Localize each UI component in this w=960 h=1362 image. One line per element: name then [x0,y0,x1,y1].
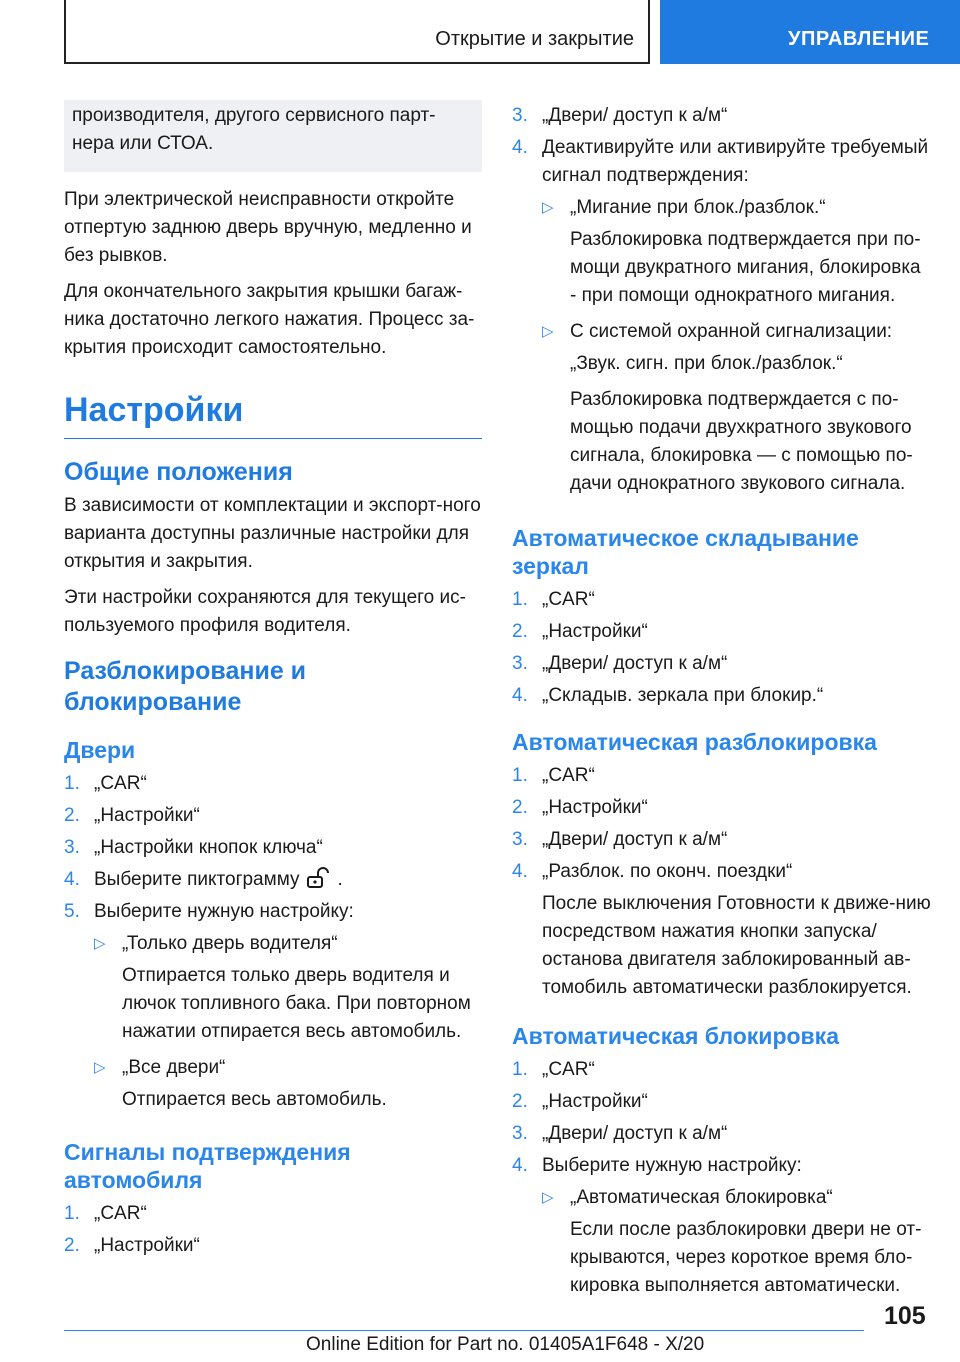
option-alarm-quote: „Звук. сигн. при блок./разблок.“ [570,353,843,374]
list-item: 2. „Настройки“ [64,1235,200,1256]
list-item: 1. „CAR“ [64,773,147,794]
header-chapter-tab [660,0,960,64]
paragraph-general-2: Эти настройки сохраняются для текущего ис-пользуемого профиля водителя. [64,587,466,636]
list-item: 1. „CAR“ [512,1059,595,1080]
edition-text: Online Edition for Part no. 01405A1F648 - X/20 [306,1334,705,1355]
list-item: 4. „Складыв. зеркала при блокир.“ [512,685,824,706]
signals-steps-list [64,1200,482,1260]
mirror-steps-list [512,586,932,710]
unlock-steps-list [512,762,932,886]
option-driver-door-desc: Отпирается только дверь водителя и лючок топливного бака. При повторном нажатии отпирается весь автомобиль. [122,965,471,1042]
list-item: 3. „Двери/ доступ к а/м“ [512,105,728,126]
left-column [64,102,482,1264]
list-item: 2. „Настройки“ [512,1091,648,1112]
list-item: 4. Деактивируйте или активируйте требуемый сигнал подтверждения: [512,137,929,186]
list-item: 1. „CAR“ [512,765,595,786]
heading-confirmation-signals: Сигналы подтверждения автомобиля [64,1139,351,1193]
list-item: 3. „Двери/ доступ к а/м“ [512,1123,728,1144]
triangle-bullet-icon: ▷ [94,1059,106,1076]
heading-mirror-folding: Автоматическое складывание зеркал [512,525,859,579]
option-alarm: ▷ С системой охранной сигнализации: [512,318,932,346]
paragraph-general-1: В зависимости от комплектации и экспорт-ного варианта доступны различные настройки для открытия и закрытия. [64,495,481,572]
header-section-tab [64,0,650,64]
heading-general: Общие положения [64,458,293,486]
option-all-doors: ▷ „Все двери“ [64,1054,482,1082]
list-item: 4. Выберите нужную настройку: [512,1155,802,1176]
triangle-bullet-icon: ▷ [542,1189,554,1206]
signals-steps-list-cont [512,102,932,190]
list-item: 4. „Разблок. по оконч. поездки“ [512,861,793,882]
heading-auto-unlock: Автоматическая разблокировка [512,729,877,755]
triangle-bullet-icon: ▷ [542,323,554,340]
triangle-bullet-icon: ▷ [542,199,554,216]
page-number: 105 [884,1302,926,1330]
option-flash-desc: Разблокировка подтверждается при по-мощи двукратного мигания, блокировка - при помощи однократного мигания. [570,229,921,306]
right-column [512,102,932,1308]
option-all-doors-desc: Отпирается весь автомобиль. [122,1089,387,1110]
heading-auto-lock: Автоматическая блокировка [512,1023,839,1049]
footer-divider [64,1330,864,1331]
unlock-icon [305,867,331,889]
list-item: 2. „Настройки“ [64,805,200,826]
heading-doors: Двери [64,737,136,763]
option-auto-lock-desc: Если после разблокировки двери не от-крываются, через короткое время бло-кировка выполняется автоматически. [570,1219,922,1296]
list-item: 5. Выберите нужную настройку: [64,901,354,922]
doors-steps-list [64,770,482,926]
option-driver-door: ▷ „Только дверь водителя“ [64,930,482,958]
auto-unlock-desc: После выключения Готовности к движе-нию посредством нажатия кнопки запуска/ останова двигателя заблокированный ав-томобиль автоматически разблокируется. [542,893,931,998]
paragraph-trunk-close: Для окончательного закрытия крышки багаж-ника достаточно легкого нажатия. Процесс за-крытия происходит самостоятельно. [64,281,475,358]
triangle-bullet-icon: ▷ [94,935,106,952]
note-text: производителя, другого сервисного парт-нера или СТОА. [72,105,436,154]
option-flash: ▷ „Мигание при блок./разблок.“ [512,194,932,222]
list-item: 2. „Настройки“ [512,621,648,642]
list-item: 1. „CAR“ [512,589,595,610]
list-item: 3. „Настройки кнопок ключа“ [64,837,323,858]
header-section-title: Открытие и закрытие [435,28,634,50]
section-heading-settings: Настройки [64,388,482,439]
option-auto-lock: ▷ „Автоматическая блокировка“ [512,1184,932,1212]
header-chapter-title: УПРАВЛЕНИЕ [788,28,930,50]
list-item: 4. Выберите пиктограмму . [64,869,343,890]
lock-steps-list [512,1056,932,1180]
list-item: 1. „CAR“ [64,1203,147,1224]
list-item: 2. „Настройки“ [512,797,648,818]
option-alarm-desc: Разблокировка подтверждается с по-мощью подачи двухкратного звукового сигнала, блокировка — с помощью по-дачи однократного звукового сигнала. [570,389,913,494]
list-item: 3. „Двери/ доступ к а/м“ [512,653,728,674]
list-item: 3. „Двери/ доступ к а/м“ [512,829,728,850]
paragraph-electrical-fault: При электрической неисправности откройте отпертую заднюю дверь вручную, медленно и без рывков. [64,189,472,266]
note-box [64,100,482,172]
heading-lock-unlock: Разблокирование и блокирование [64,657,307,716]
